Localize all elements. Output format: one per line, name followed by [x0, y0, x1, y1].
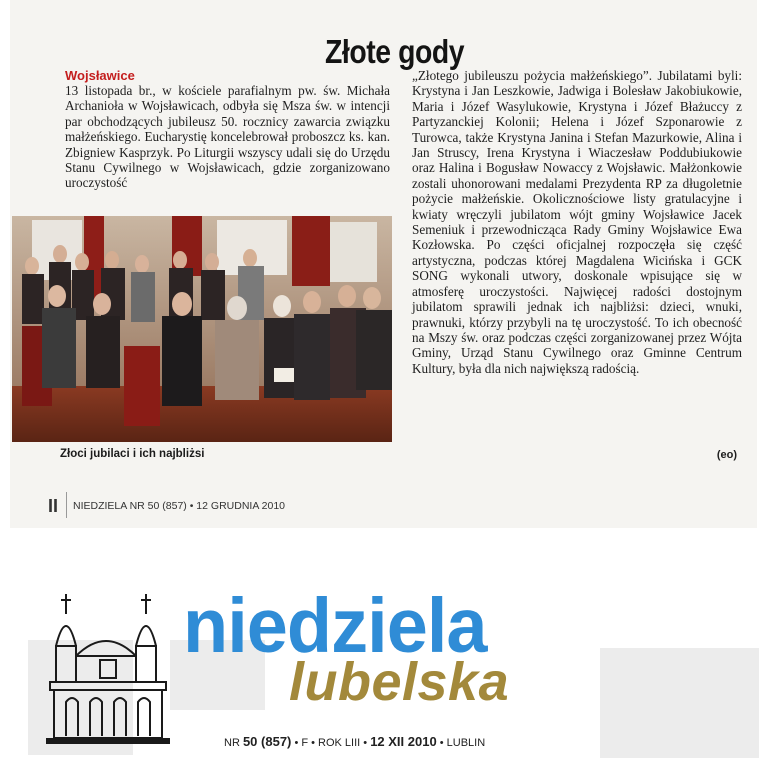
article-location: Wojsławice — [65, 68, 135, 83]
issue-number: 50 (857) — [242, 734, 292, 749]
bleed-through-text — [600, 2, 750, 15]
article-author: (eo) — [716, 449, 737, 461]
footer-issue: NIEDZIELA NR 50 (857) • 12 GRUDNIA 2010 — [73, 500, 286, 512]
issue-city: • LUBLIN — [439, 737, 486, 749]
footer-divider — [66, 492, 67, 518]
church-logo — [46, 586, 170, 746]
masthead-title: niedziela — [183, 583, 487, 669]
photo-caption: Złoci jubilaci i ich najbliżsi — [60, 448, 205, 460]
article-column-right — [412, 68, 742, 376]
article-body-left: 13 listopada br., w kościele parafialnym pw. św. Michała Archanioła w Wojsławicach, odbyła się Msza św. w intencji par obchodzących jubileusz 50. rocznicy zawarcia związku małżeńskiego. Eucharystię koncelebrował proboszcz ks. kan. Zbigniew Kasprzyk. Po Liturgii wszyscy udali się do Urzędu Stanu Cywilnego w Wojsławicach, gdzie zorganizowano uroczystość — [65, 83, 390, 191]
issue-meta: • F • ROK LIII • — [294, 737, 368, 749]
article-body-right: „Złotego jubileuszu pożycia małżeńskiego”. Jubilatami byli: Krystyna i Jan Leszkowie, Jadwiga i Bolesław Jakobiukowie, Maria i Józef Wasylukowie, Krystyna i Józef Błażuccy z Partyzanckiej Kolonii; Helena i Józef Szponarowie z Turowca, także Krystyna Janina i Stefan Mazurkowie, Alina i Jan Struscy, Irena Krystyna i Wiaczesław Poddubiukowie oraz Halina i Bogusław Nowaccy z Wojsławic. Małżonkowie zostali uhonorowani medalami Prezydenta RP za długoletnie pożycie małżeńskie. Okolicznościowe listy gratulacyjne i kwiaty wręczyli jubilatom wójt gminy Wojsławice Jacek Semeniuk i przewodnicząca Rady Gminy Wojsławice Ewa Kozłowska. Po części oficjalnej rozpoczęła się część artystyczna, podczas której Magdalena Wicińska i GCK SONG wykonali utwory, doskonale wpisujące się w atmosferę uroczystości. Najwięcej radości dostojnym jubilatom sprawili jednak ich najbliżsi: dzieci, wnuki, prawnuki, którzy przybyli na tę uroczystość. To ich obecność na Mszy św. oraz podczas części zorganizowanej przez Wójta Gminy, Urząd Stanu Cywilnego oraz Gminne Centrum Kultury, była dla nich największą radością. — [412, 68, 742, 376]
page-folio: II — [48, 496, 59, 516]
article-photo — [12, 216, 392, 442]
masthead-subtitle: lubelska — [289, 652, 510, 712]
masthead-issue-line — [224, 734, 485, 749]
issue-date: 12 XII 2010 — [370, 734, 437, 749]
background-shading — [600, 648, 759, 758]
article-column-left — [65, 68, 390, 191]
issue-prefix: NR — [224, 737, 240, 749]
article-title: Złote gody — [325, 33, 465, 71]
